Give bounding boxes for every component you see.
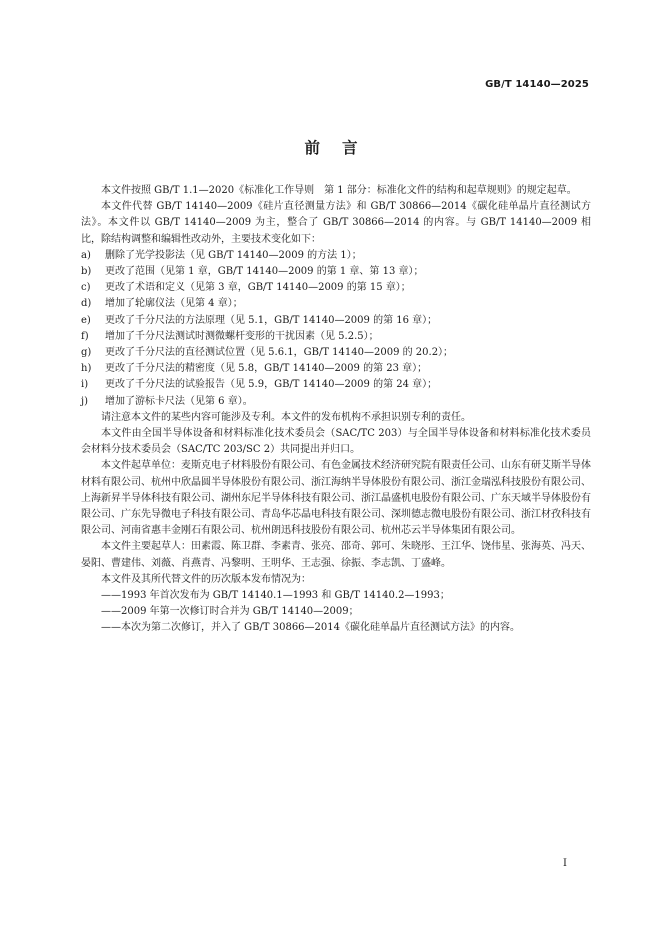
dash-marker: ——	[101, 622, 121, 634]
list-marker: c)	[81, 282, 91, 294]
list-item-text: 增加了轮廓仪法（见第 4 章）；	[105, 298, 243, 310]
list-item-text: 更改了千分尺法的试验报告（见 5.9，GB/T 14140—2009 的第 24 章）；	[105, 379, 438, 391]
list-item-text: 更改了千分尺法的直径测试位置（见 5.6.1，GB/T 14140—2009 的 20.2）；	[105, 347, 454, 359]
list-item-text: 更改了范围（见第 1 章，GB/T 14140—2009 的第 1 章、第 13 章）；	[105, 266, 424, 278]
list-marker: j)	[81, 395, 89, 407]
list-item-text: 1993 年首次发布为 GB/T 14140.1—1993 和 GB/T 14140.2—1993；	[121, 590, 450, 602]
list-item-text: 更改了术语和定义（见第 3 章，GB/T 14140—2009 的第 15 章）；	[105, 282, 411, 294]
version-history-list	[81, 588, 591, 637]
drafters-paragraph: 本文件主要起草人：田素霞、陈卫群、李素青、张亮、邵奇、郭可、朱晓彤、王江华、饶伟星、张海英、冯天、晏阳、曹建伟、刘薇、肖燕青、冯黎明、王明华、王志强、徐振、李志凯、丁盛峰。	[81, 541, 591, 569]
list-item	[81, 313, 591, 329]
intro-paragraph-2: 本文件代替 GB/T 14140—2009《硅片直径测量方法》和 GB/T 30866—2014《碳化硅单晶片直径测试方法》。本文件以 GB/T 14140—2009 为主，整合了 GB/T 30866—2014 的内容。与 GB/T 14140—2009 相比，除结构调整和编辑性改动外，主要技术变化如下：	[81, 201, 591, 245]
drafting-units-paragraph: 本文件起草单位：麦斯克电子材料股份有限公司、有色金属技术经济研究院有限责任公司、山东有研艾斯半导体材料有限公司、杭州中欣晶圆半导体股份有限公司、浙江海纳半导体股份有限公司、浙江金瑞泓科技股份有限公司、上海新昇半导体科技有限公司、湖州东尼半导体科技有限公司、浙江晶盛机电股份有限公司、广东天域半导体股份有限公司、广东先导微电子科技有限公司、青岛华芯晶电科技有限公司、深圳德志微电股份有限公司、浙江材孜科技有限公司、河南省惠丰金刚石有限公司、杭州朗迅科技股份有限公司、杭州芯云半导体集团有限公司。	[81, 460, 591, 537]
dash-marker: ——	[101, 590, 121, 602]
standard-code: GB/T 14140—2025	[485, 79, 589, 90]
list-item-text: 删除了光学投影法（见 GB/T 14140—2009 的方法 1）；	[105, 249, 362, 261]
list-marker: g)	[81, 347, 92, 359]
list-item	[81, 345, 591, 361]
list-item	[81, 588, 591, 604]
list-marker: h)	[81, 363, 92, 375]
dash-marker: ——	[101, 606, 121, 618]
list-item	[81, 264, 591, 280]
list-marker: i)	[81, 379, 89, 391]
list-marker: a)	[81, 249, 91, 261]
patent-notice: 请注意本文件的某些内容可能涉及专利。本文件的发布机构不承担识别专利的责任。	[101, 411, 471, 423]
list-item	[81, 377, 591, 393]
list-item	[81, 248, 591, 264]
list-item-text: 增加了游标卡尺法（见第 6 章）。	[105, 395, 253, 407]
list-marker: b)	[81, 266, 92, 278]
history-intro: 本文件及其所代替文件的历次版本发布情况为：	[101, 573, 311, 585]
list-item	[81, 361, 591, 377]
proposer-paragraph: 本文件由全国半导体设备和材料标准化技术委员会（SAC/TC 203）与全国半导体设备和材料标准化技术委员会材料分技术委员会（SAC/TC 203/SC 2）共同提出并归口。	[81, 428, 591, 456]
list-marker: f)	[81, 330, 89, 342]
list-item-text: 增加了千分尺法测试时测微螺杆变形的干扰因素（见 5.2.5）；	[105, 330, 379, 342]
intro-paragraph-1: 本文件按照 GB/T 1.1—2020《标准化工作导则 第 1 部分：标准化文件的结构和起草规则》的规定起草。	[101, 185, 577, 196]
page-title: 前言	[304, 139, 380, 157]
list-item-text: 2009 年第一次修订时合并为 GB/T 14140—2009；	[121, 606, 359, 618]
technical-changes-list	[81, 248, 591, 410]
list-item-text: 更改了千分尺法的方法原理（见 5.1，GB/T 14140—2009 的第 16 章）；	[105, 314, 438, 326]
list-item	[81, 604, 591, 620]
list-item	[81, 296, 591, 312]
list-item-text: 本次为第二次修订，并入了 GB/T 30866—2014《碳化硅单晶片直径测试方法》的内容。	[121, 622, 520, 634]
list-item	[81, 329, 591, 345]
list-marker: e)	[81, 314, 91, 326]
list-item	[81, 394, 591, 410]
list-item	[81, 280, 591, 296]
list-marker: d)	[81, 298, 92, 310]
list-item-text: 更改了千分尺法的精密度（见 5.8，GB/T 14140—2009 的第 23 章）；	[105, 363, 428, 375]
list-item	[81, 620, 591, 636]
foreword-body	[81, 183, 591, 637]
page-number: I	[563, 858, 567, 869]
